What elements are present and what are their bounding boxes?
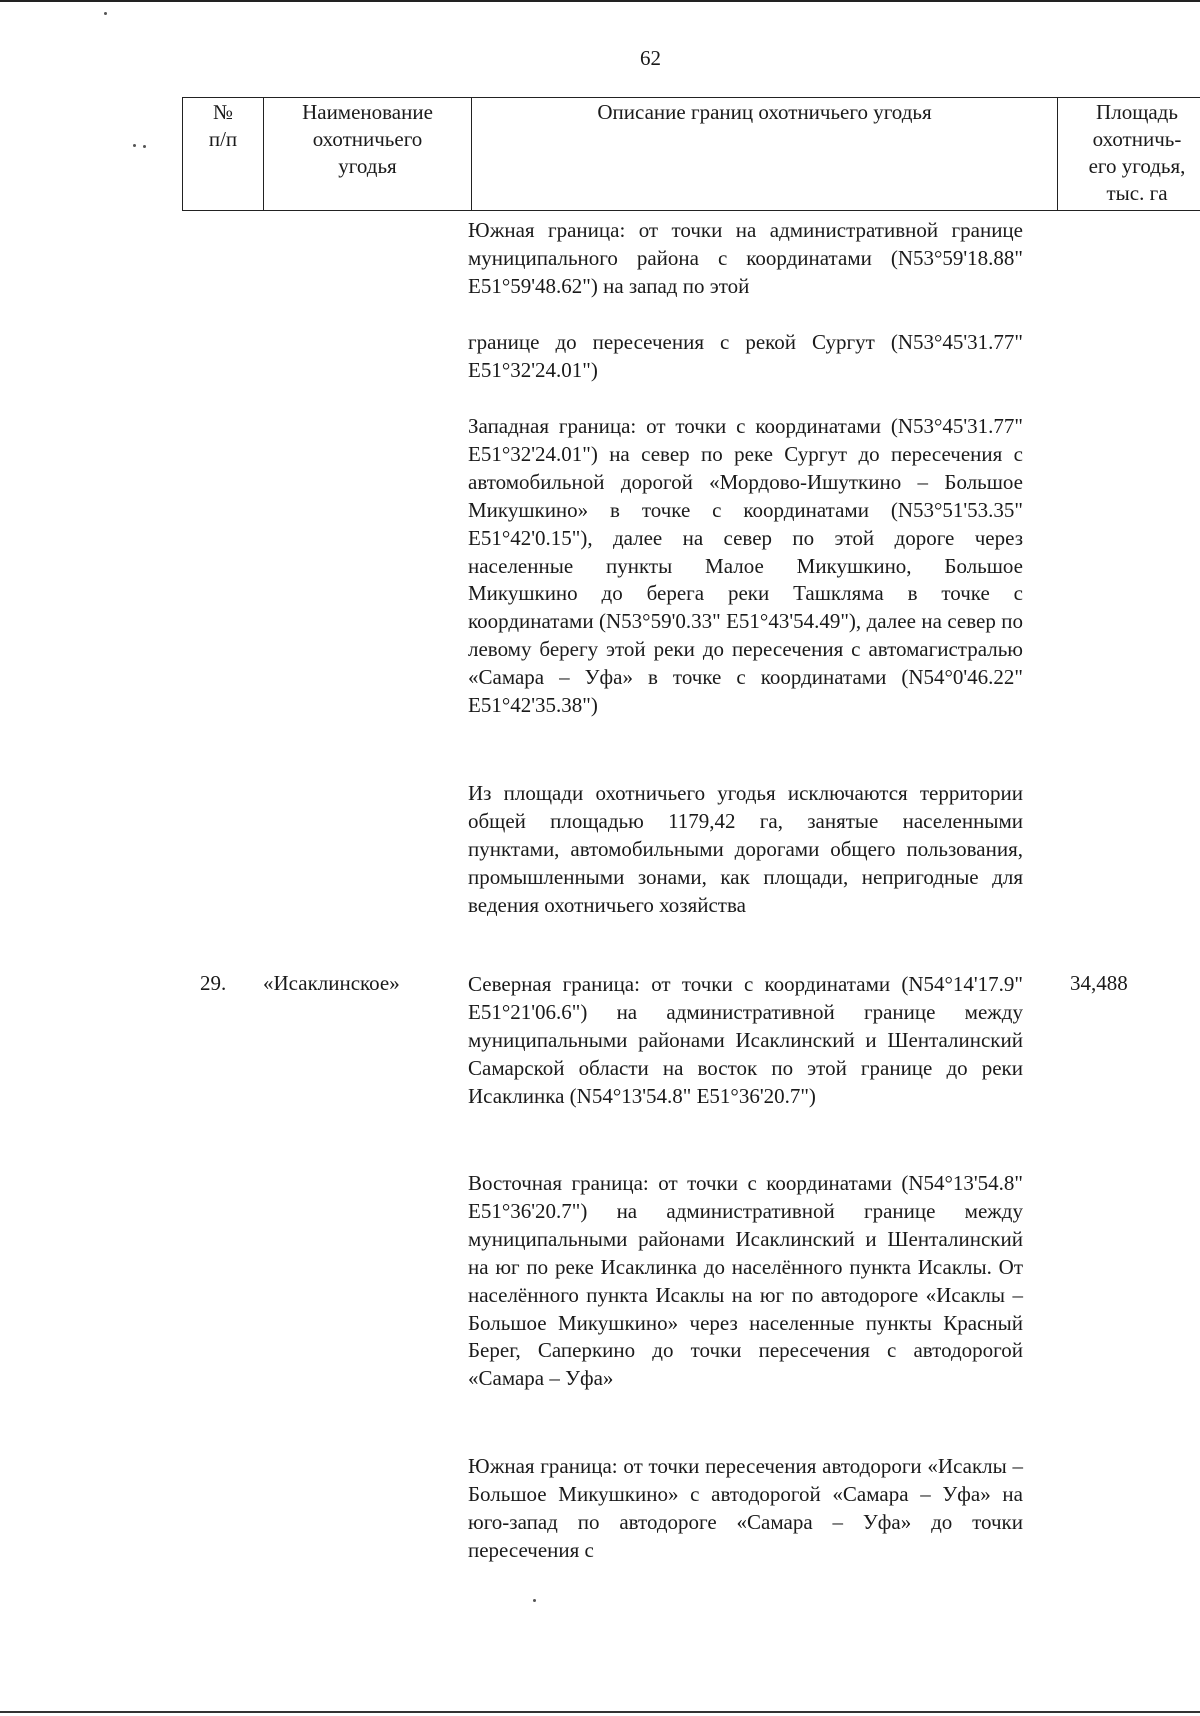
- north-border: Северная граница: от точки с координатами (N54°14'17.9" E51°21'06.6") на административной границе между муниципальными районами Исаклинский и Шенталинский Самарской области на восток по этой границе до реки Исаклинка (N54°13'54.8" E51°36'20.7"): [468, 972, 1023, 1108]
- scan-speck: [133, 144, 136, 147]
- header-description: Описание границ охотничьего угодья: [472, 98, 1058, 211]
- west-border: Западная граница: от точки с координатами (N53°45'31.77" E51°32'24.01") на север по реке Сургут до пересечения с автомобильной дорогой «Мордово-Ишуткино – Большое Микушкино» в точке с координатами (N53°51'53.35" E51°42'0.15"), далее на север по этой дороге через населенные пункты Малое Микушкино, Большое Микушкино до берега реки Ташкляма в точке с координатами (N53°59'0.33" E51°43'54.49"), далее на север по левому берегу этой реки до пересечения с автомагистралью «Самара – Уфа» в точке с координатами (N54°0'46.22" E51°42'35.38"): [468, 414, 1023, 718]
- row-number: 29.: [200, 971, 227, 995]
- header-num: № п/п: [183, 98, 264, 211]
- header-name: Наименование охотничьего угодья: [264, 98, 472, 211]
- page-number: 62: [640, 46, 661, 70]
- hunting-ground-area: 34,488: [1070, 971, 1128, 995]
- south-border-part1: Южная граница: от точки на административной границе муниципального района с координатами (N53°59'18.88" E51°59'48.62") на запад по этой: [468, 218, 1023, 298]
- south-border-29: Южная граница: от точки пересечения автодороги «Исаклы – Большое Микушкино» с автодорогой «Самара – Уфа» на юго-запад по автодороге «Самара – Уфа» до точки пересечения с: [468, 1454, 1023, 1562]
- excluded-areas: Из площади охотничьего угодья исключаются территории общей площадью 1179,42 га, занятые населенными пунктами, автомобильными дорогами общего пользования, промышленными зонами, как площади, непригодные для ведения охотничьего хозяйства: [468, 781, 1023, 917]
- header-area: Площадь охотничь- его угодья, тыс. га: [1058, 98, 1200, 211]
- top-border-line: [0, 0, 1200, 2]
- scan-speck: [143, 145, 146, 148]
- hunting-ground-name: «Исаклинское»: [263, 971, 400, 995]
- bottom-border-line: [0, 1711, 1200, 1713]
- south-border-part2: границе до пересечения с рекой Сургут (N53°45'31.77" E51°32'24.01"): [468, 330, 1023, 382]
- scan-speck: [104, 12, 107, 15]
- table-header: [182, 97, 1200, 211]
- scan-speck: [533, 1599, 536, 1602]
- east-border: Восточная граница: от точки с координатами (N54°13'54.8" E51°36'20.7") на административной границе между муниципальными районами Исаклинский и Шенталинский на юг по реке Исаклинка до населённого пункта Исаклы. От населённого пункта Исаклы на юг по автодороге «Исаклы – Большое Микушкино» через населенные пункты Красный Берег, Саперкино до точки пересечения с автодорогой «Самара – Уфа»: [468, 1171, 1023, 1391]
